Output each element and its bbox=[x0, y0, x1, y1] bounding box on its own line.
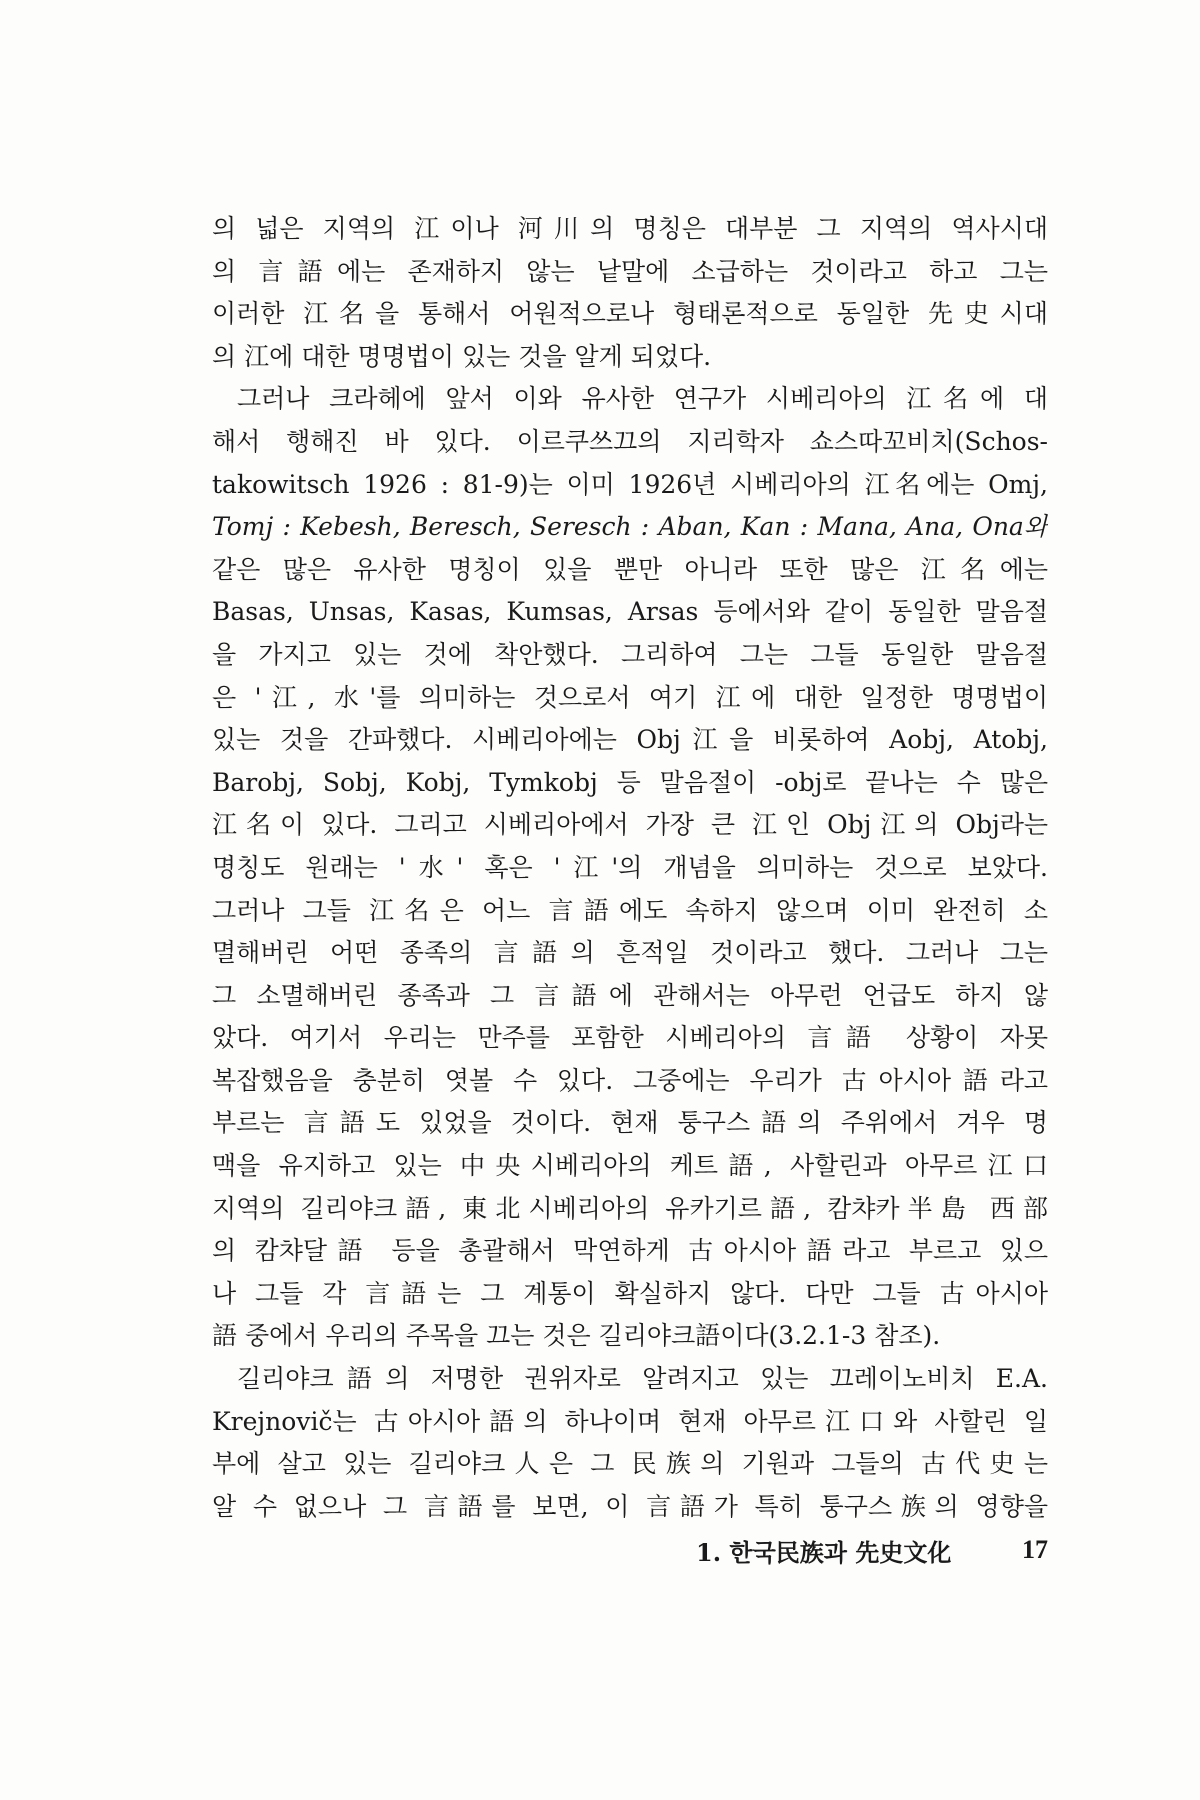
text-line: 그러나 크라헤에 앞서 이와 유사한 연구가 시베리아의 江名에 대 bbox=[237, 384, 1048, 414]
text-line: 나 그들 각 言語는 그 계통이 확실하지 않다. 다만 그들 古아시아 bbox=[212, 1278, 1048, 1308]
text-line: 은 '江, 水'를 의미하는 것으로서 여기 江에 대한 일정한 명명법이 bbox=[212, 682, 1048, 712]
text-line: 명칭도 원래는 '水' 혹은 '江'의 개념을 의미하는 것으로 보았다. bbox=[212, 852, 1048, 882]
text-line: 같은 많은 유사한 명칭이 있을 뿐만 아니라 또한 많은 江名에는 bbox=[212, 554, 1048, 584]
text-line: 해서 행해진 바 있다. 이르쿠쓰끄의 지리학자 쇼스따꼬비치(Schos- bbox=[212, 426, 1048, 456]
text-line: 부에 살고 있는 길리야크人은 그 民族의 기원과 그들의 古代史는 bbox=[212, 1449, 1048, 1479]
text-line: 의 江에 대한 명명법이 있는 것을 알게 되었다. bbox=[212, 341, 712, 371]
text-line: 부르는 言語도 있었을 것이다. 현재 퉁구스語의 주위에서 겨우 명 bbox=[212, 1108, 1048, 1138]
text-line: 의 넓은 지역의 江이나 河川의 명칭은 대부분 그 지역의 역사시대 bbox=[212, 214, 1048, 243]
text-line: 길리야크語의 저명한 권위자로 알려지고 있는 끄레이노비치 E.A. bbox=[237, 1364, 1048, 1394]
running-title: 1. 한국民族과 先史文化 bbox=[696, 1537, 952, 1567]
text-line: 의 캄챠달語 등을 총괄해서 막연하게 古아시아語라고 부르고 있으 bbox=[212, 1236, 1048, 1266]
text-line: 을 가지고 있는 것에 착안했다. 그리하여 그는 그들 동일한 말음절 bbox=[212, 639, 1048, 669]
body-text bbox=[212, 208, 1048, 1528]
text-line: 의 言語에는 존재하지 않는 낱말에 소급하는 것이라고 하고 그는 bbox=[212, 256, 1048, 286]
text-line: 지역의 길리야크語, 東北시베리아의 유카기르語, 캄챠카半島 西部 bbox=[212, 1193, 1048, 1223]
text-line: 멸해버린 어떤 종족의 言語의 흔적일 것이라고 했다. 그러나 그는 bbox=[212, 938, 1048, 968]
text-line: 江名이 있다. 그리고 시베리아에서 가장 큰 江인 Obj江의 Obj라는 bbox=[212, 810, 1048, 840]
text-line: 았다. 여기서 우리는 만주를 포함한 시베리아의 言語 상황이 자못 bbox=[212, 1023, 1048, 1053]
text-line: 그 소멸해버린 종족과 그 言語에 관해서는 아무런 언급도 하지 않 bbox=[212, 980, 1048, 1010]
text-line: 복잡했음을 충분히 엿볼 수 있다. 그중에는 우리가 古아시아語라고 bbox=[212, 1065, 1048, 1095]
text-line: 맥을 유지하고 있는 中央시베리아의 케트語, 사할린과 아무르江口 bbox=[212, 1151, 1048, 1181]
text-line: Barobj, Sobj, Kobj, Tymkobj 등 말음절이 -obj로 끝나는 수 많은 bbox=[212, 767, 1048, 797]
text-line: 이러한 江名을 통해서 어원적으로나 형태론적으로 동일한 先史시대 bbox=[212, 299, 1048, 329]
text-line: 語 중에서 우리의 주목을 끄는 것은 길리야크語이다(3.2.1-3 참조). bbox=[212, 1321, 941, 1351]
text-line: Tomj : Kebesh, Beresch, Seresch : Aban, Kan : Mana, Ana, Ona와 bbox=[212, 512, 1048, 542]
text-line: 있는 것을 간파했다. 시베리아에는 Obj江을 비롯하여 Aobj, Atobj, bbox=[212, 725, 1048, 755]
text-line: 알 수 없으나 그 言語를 보면, 이 言語가 특히 퉁구스族의 영향을 bbox=[212, 1491, 1048, 1521]
text-line: 그러나 그들 江名은 어느 言語에도 속하지 않으며 이미 완전히 소 bbox=[212, 895, 1048, 925]
page-number: 17 bbox=[1022, 1535, 1048, 1564]
text-line: takowitsch 1926 : 81-9)는 이미 1926년 시베리아의 江名에는 Omj, bbox=[212, 469, 1048, 499]
text-line: Basas, Unsas, Kasas, Kumsas, Arsas 등에서와 같이 동일한 말음절 bbox=[212, 597, 1048, 627]
page-footer bbox=[696, 1530, 1048, 1570]
text-line: Krejnovič는 古아시아語의 하나이며 현재 아무르江口와 사할린 일 bbox=[212, 1406, 1048, 1436]
